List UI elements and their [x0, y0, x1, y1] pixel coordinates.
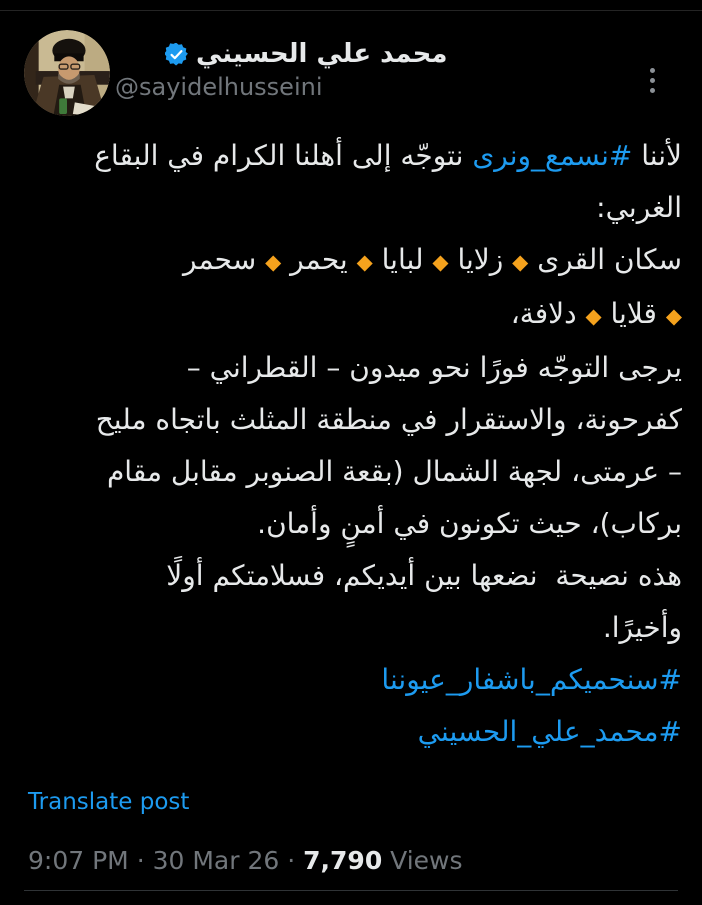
user-handle[interactable]: @sayidelhusseini [115, 73, 323, 101]
tweet-text-line [24, 706, 682, 758]
avatar-image [24, 30, 110, 116]
top-divider [0, 10, 702, 11]
more-button[interactable] [638, 52, 666, 108]
tweet-text: زلايا [448, 243, 513, 276]
more-menu-icon [650, 68, 655, 73]
post-date: 30 Mar 26 [152, 846, 280, 875]
tweet-text: قلايا [601, 297, 666, 330]
post-page [0, 10, 702, 905]
display-name: محمد علي الحسيني [196, 39, 448, 69]
more-menu-icon [650, 88, 655, 93]
tweet-text-line [24, 446, 682, 498]
tweet-text: يرجى التوجّه فورًا نحو ميدون – القطراني – [186, 351, 682, 384]
diamond-emoji: ◆ [432, 250, 449, 274]
header-info [115, 30, 447, 116]
tweet-text: لأننا [632, 139, 682, 172]
tweet-text-line [24, 130, 682, 182]
hashtag-link[interactable]: #سنحميكم_باشفار_عيوننا [381, 663, 682, 696]
translate-post-link[interactable]: Translate post [28, 789, 190, 815]
tweet-text: كفرحونة، والاستقرار في منطقة المثلث باتجاه مليح [95, 403, 682, 436]
diamond-emoji: ◆ [512, 250, 529, 274]
tweet-text: وأخيرًا. [602, 611, 682, 644]
meta-separator [382, 846, 390, 875]
tweet-text: بركاب)، حيث تكونون في أمنٍ وأمان. [257, 507, 682, 540]
views-label: Views [390, 846, 463, 875]
meta-separator [145, 846, 153, 875]
tweet-text: نتوجّه إلى أهلنا الكرام في البقاع [94, 139, 473, 172]
tweet-text: دلافة، [510, 297, 586, 330]
hashtag-link[interactable]: #نسمع_ونرى [472, 139, 633, 172]
tweet-text: يحمر [281, 243, 357, 276]
tweet-text-line [24, 288, 682, 342]
diamond-emoji: ◆ [665, 304, 682, 328]
name-row[interactable] [115, 38, 447, 70]
tweet-text-line [24, 182, 682, 234]
post-time: 9:07 PM [28, 846, 129, 875]
meta-separator-dot: · [136, 846, 145, 875]
verified-badge-icon [165, 43, 188, 66]
tweet-text: – عرمتى، لجهة الشمال (بقعة الصنوبر مقابل مقام [106, 455, 682, 488]
tweet-body [24, 130, 682, 758]
tweet-text-line [24, 394, 682, 446]
post-meta-row [28, 845, 678, 877]
views-count: 7,790 [303, 846, 383, 875]
tweet-text-line [24, 342, 682, 394]
meta-separator [295, 846, 303, 875]
tweet-text-line [24, 602, 682, 654]
diamond-emoji: ◆ [585, 304, 602, 328]
translate-row [28, 787, 678, 817]
meta-separator [129, 846, 137, 875]
tweet-text: سحمر [183, 243, 266, 276]
tweet-text-line [24, 234, 682, 288]
bottom-divider [24, 890, 678, 891]
tweet-text-line [24, 498, 682, 550]
avatar[interactable] [24, 30, 110, 116]
diamond-emoji: ◆ [265, 250, 282, 274]
tweet-text: سكان القرى [528, 243, 682, 276]
more-menu-icon [650, 78, 655, 83]
tweet-text-line [24, 654, 682, 706]
hashtag-link[interactable]: #محمد_علي_الحسيني [417, 715, 682, 748]
meta-separator-dot: · [287, 846, 296, 875]
tweet-text: هذه نصيحة نضعها بين أيديكم، فسلامتكم أولًا [166, 559, 682, 592]
post-header [24, 30, 678, 116]
tweet-text-line [24, 550, 682, 602]
tweet-text: الغربي: [596, 191, 682, 224]
tweet-text: لبايا [372, 243, 433, 276]
diamond-emoji: ◆ [356, 250, 373, 274]
